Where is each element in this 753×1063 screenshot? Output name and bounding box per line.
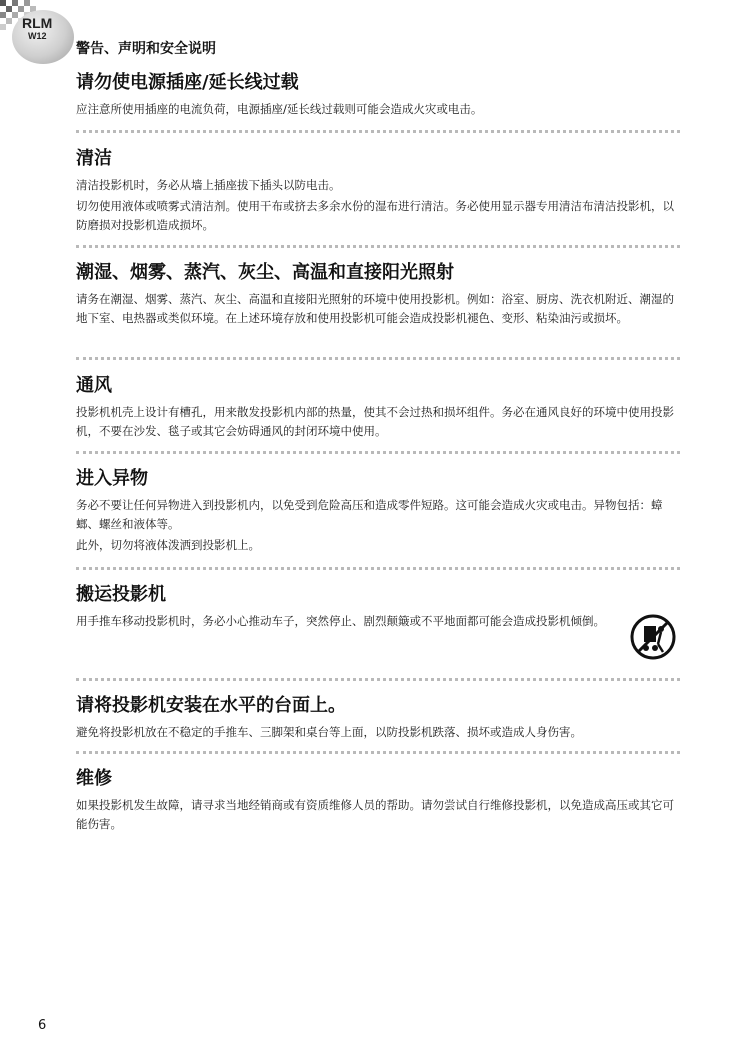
section-title: 通风 [76, 375, 112, 396]
section-paragraph: 应注意所使用插座的电流负荷，电源插座/延长线过载则可能会造成火灾或电击。 [76, 102, 483, 116]
section-environment [76, 262, 680, 330]
dotted-divider [76, 451, 680, 454]
section-paragraph: 清洁投影机时，务必从墙上插座拔下插头以防电击。 [76, 178, 341, 192]
section-paragraph: 用手推车移动投影机时，务必小心推动车子，突然停止、剧烈颠簸或不平地面都可能会造成投影机倾倒。 [76, 614, 605, 628]
dotted-divider [76, 245, 680, 248]
section-title: 维修 [76, 768, 112, 789]
dotted-divider [76, 357, 680, 360]
section-foreign-objects [76, 468, 680, 557]
section-level-surface [76, 695, 680, 744]
badge-model: RLM [22, 15, 53, 31]
section-paragraph: 请务在潮湿、烟雾、蒸汽、灰尘、高温和直接阳光照射的环境中使用投影机。例如：浴室、厨房、洗衣机附近、潮湿的地下室、电热器或类似环境。在上述环境存放和使用投影机可能会造成投影机褪色、变形、粘染油污或损坏。 [76, 292, 674, 325]
section-moving [76, 584, 680, 633]
dotted-divider [76, 130, 680, 133]
section-title: 请将投影机安装在水平的台面上。 [76, 695, 346, 716]
section-cleaning [76, 148, 680, 237]
section-paragraph: 如果投影机发生故障，请寻求当地经销商或有资质维修人员的帮助。请勿尝试自行维修投影机，以免造成高压或其它可能伤害。 [76, 798, 674, 831]
section-title: 请勿使电源插座/延长线过载 [76, 72, 299, 93]
section-paragraph: 切勿使用液体或喷雾式清洁剂。使用干布或挤去多余水份的湿布进行清洁。务必使用显示器专用清洁布清洁投影机，以防磨损对投影机造成损坏。 [76, 199, 674, 232]
cart-tip-warning-icon [630, 614, 676, 660]
dotted-divider [76, 751, 680, 754]
dotted-divider [76, 678, 680, 681]
section-paragraph: 此外，切勿将液体泼洒到投影机上。 [76, 538, 260, 552]
section-ventilation [76, 375, 680, 443]
page-header: 警告、声明和安全说明 [76, 41, 216, 57]
page-number: 6 [38, 1018, 47, 1033]
section-paragraph: 投影机机壳上设计有槽孔，用来散发投影机内部的热量，使其不会过热和损坏组件。务必在通风良好的环境中使用投影机，不要在沙发、毯子或其它会妨碍通风的封闭环境中使用。 [76, 405, 674, 438]
section-overload [76, 72, 680, 121]
section-title: 进入异物 [76, 468, 148, 489]
section-title: 清洁 [76, 148, 112, 169]
section-paragraph: 务必不要让任何异物进入到投影机内，以免受到危险高压和造成零件短路。这可能会造成火灾或电击。异物包括：蟑螂、螺丝和液体等。 [76, 498, 663, 531]
section-title: 潮湿、烟雾、蒸汽、灰尘、高温和直接阳光照射 [76, 262, 454, 283]
badge-sub: W12 [28, 31, 47, 41]
dotted-divider [76, 567, 680, 570]
section-paragraph: 避免将投影机放在不稳定的手推车、三脚架和桌台等上面，以防投影机跌落、损坏或造成人身伤害。 [76, 725, 582, 739]
section-title: 搬运投影机 [76, 584, 166, 605]
model-badge [0, 0, 80, 70]
section-service [76, 768, 680, 836]
